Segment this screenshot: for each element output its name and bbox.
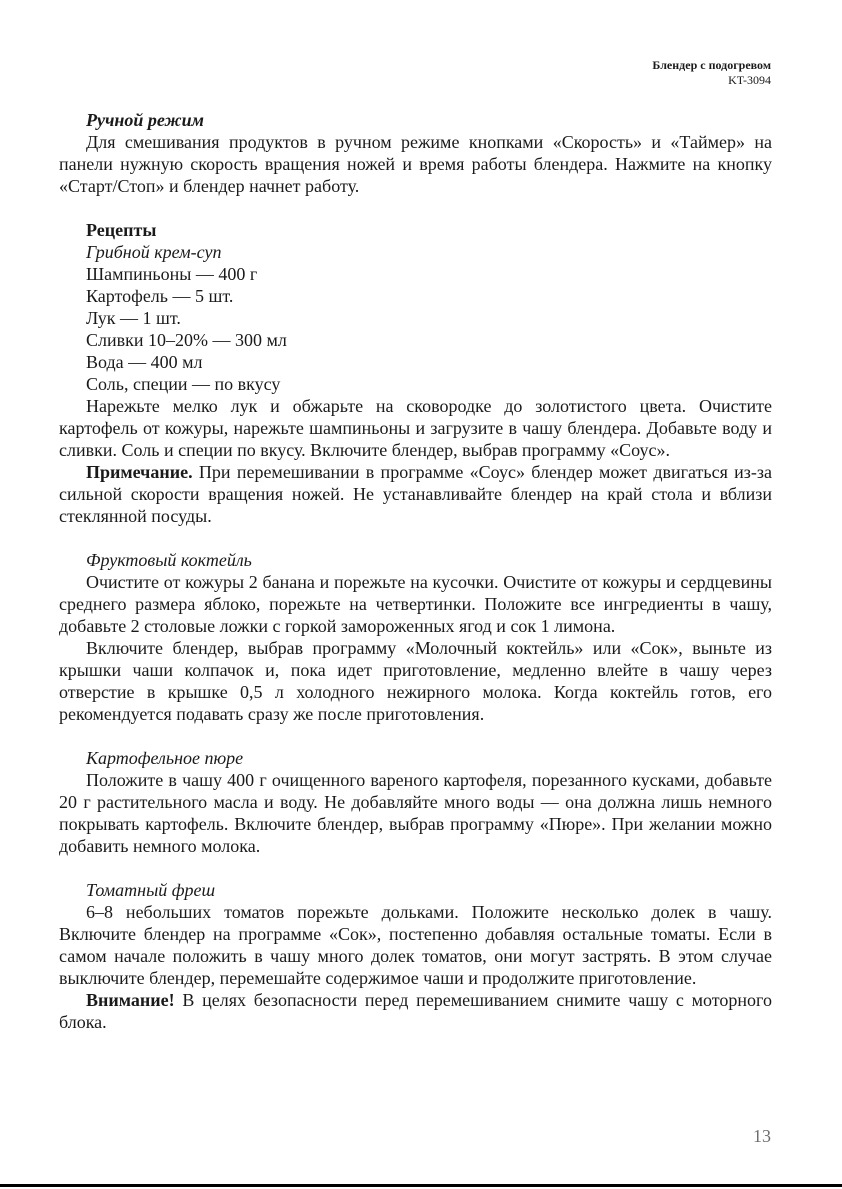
- bottom-rule: [0, 1184, 842, 1187]
- soup-ingredients: [59, 263, 772, 395]
- fresh-title: Томатный фреш: [86, 880, 216, 900]
- ingredient-item: Шампиньоны — 400 г: [86, 264, 258, 284]
- puree-title: Картофельное пюре: [86, 748, 244, 768]
- soup-instructions: Нарежьте мелко лук и обжарьте на сковородке до золотистого цвета. Очистите картофель от кожуры, нарежьте шампиньоны и загрузите в чашу блендера. Добавьте воду и сливки. Соль и специи по вкусу. Включите блендер, выбрав программу «Соус».: [59, 396, 772, 460]
- manual-mode-text: Для смешивания продуктов в ручном режиме кнопками «Скорость» и «Таймер» на панели нужную скорость вращения ножей и время работы блендера. Нажмите на кнопку «Старт/Стоп» и блендер начнет работу.: [59, 132, 772, 196]
- puree-text: Положите в чашу 400 г очищенного вареного картофеля, порезанного кусками, добавьте 20 г растительного масла и воду. Не добавляйте много воды — она должна лишь немного покрывать картофель. Включите блендер, выбрав программу «Пюре». При желании можно добавить немного молока.: [59, 770, 772, 856]
- ingredient-item: Вода — 400 мл: [86, 352, 203, 372]
- spacer: [59, 197, 772, 219]
- fresh-text: 6–8 небольших томатов порежьте дольками. Положите несколько долек в чашу. Включите блендер на программе «Сок», постепенно добавляя остальные томаты. Если в самом начале положить в чашу много долек томатов, они могут застрять. В этом случае выключите блендер, перемешайте содержимое чаши и продолжите приготовление.: [59, 902, 772, 988]
- soup-title: Грибной крем-суп: [86, 242, 222, 262]
- note-text: При перемешивании в программе «Соус» блендер может двигаться из-за сильной скорости вращения ножей. Не устанавливайте блендер на край стола и вблизи стеклянной посуды.: [59, 462, 772, 526]
- manual-mode-heading: Ручной режим: [86, 110, 204, 130]
- ingredient-item: Соль, специи — по вкусу: [86, 374, 281, 394]
- spacer: [59, 857, 772, 879]
- soup-note: [59, 461, 772, 527]
- warning-label: Внимание!: [86, 990, 175, 1010]
- cocktail-title: Фруктовый коктейль: [86, 550, 252, 570]
- cocktail-text-2: Включите блендер, выбрав программу «Молочный коктейль» или «Сок», выньте из крышки чаши колпачок и, пока идет приготовление, медленно влейте в чашу через отверстие в крышке 0,5 л холодного нежирного молока. Когда коктейль готов, его рекомендуется подавать сразу же после приготовления.: [59, 638, 772, 724]
- fresh-warning: [59, 989, 772, 1033]
- recipes-heading: Рецепты: [86, 220, 157, 240]
- spacer: [59, 725, 772, 747]
- spacer: [59, 527, 772, 549]
- ingredient-item: Картофель — 5 шт.: [86, 286, 234, 306]
- page-content: [59, 109, 772, 1033]
- ingredient-item: Сливки 10–20% — 300 мл: [86, 330, 287, 350]
- product-model: KT-3094: [728, 73, 771, 87]
- note-label: Примечание.: [86, 462, 193, 482]
- page-number: 13: [753, 1126, 771, 1146]
- warning-text: В целях безопасности перед перемешиванием снимите чашу с моторного блока.: [59, 990, 772, 1032]
- page-header: [652, 58, 771, 88]
- ingredient-item: Лук — 1 шт.: [86, 308, 181, 328]
- product-title: Блендер с подогревом: [652, 58, 771, 72]
- cocktail-text-1: Очистите от кожуры 2 банана и порежьте на кусочки. Очистите от кожуры и сердцевины среднего размера яблоко, порежьте на четвертинки. Положите все ингредиенты в чашу, добавьте 2 столовые ложки с горкой замороженных ягод и сок 1 лимона.: [59, 572, 772, 636]
